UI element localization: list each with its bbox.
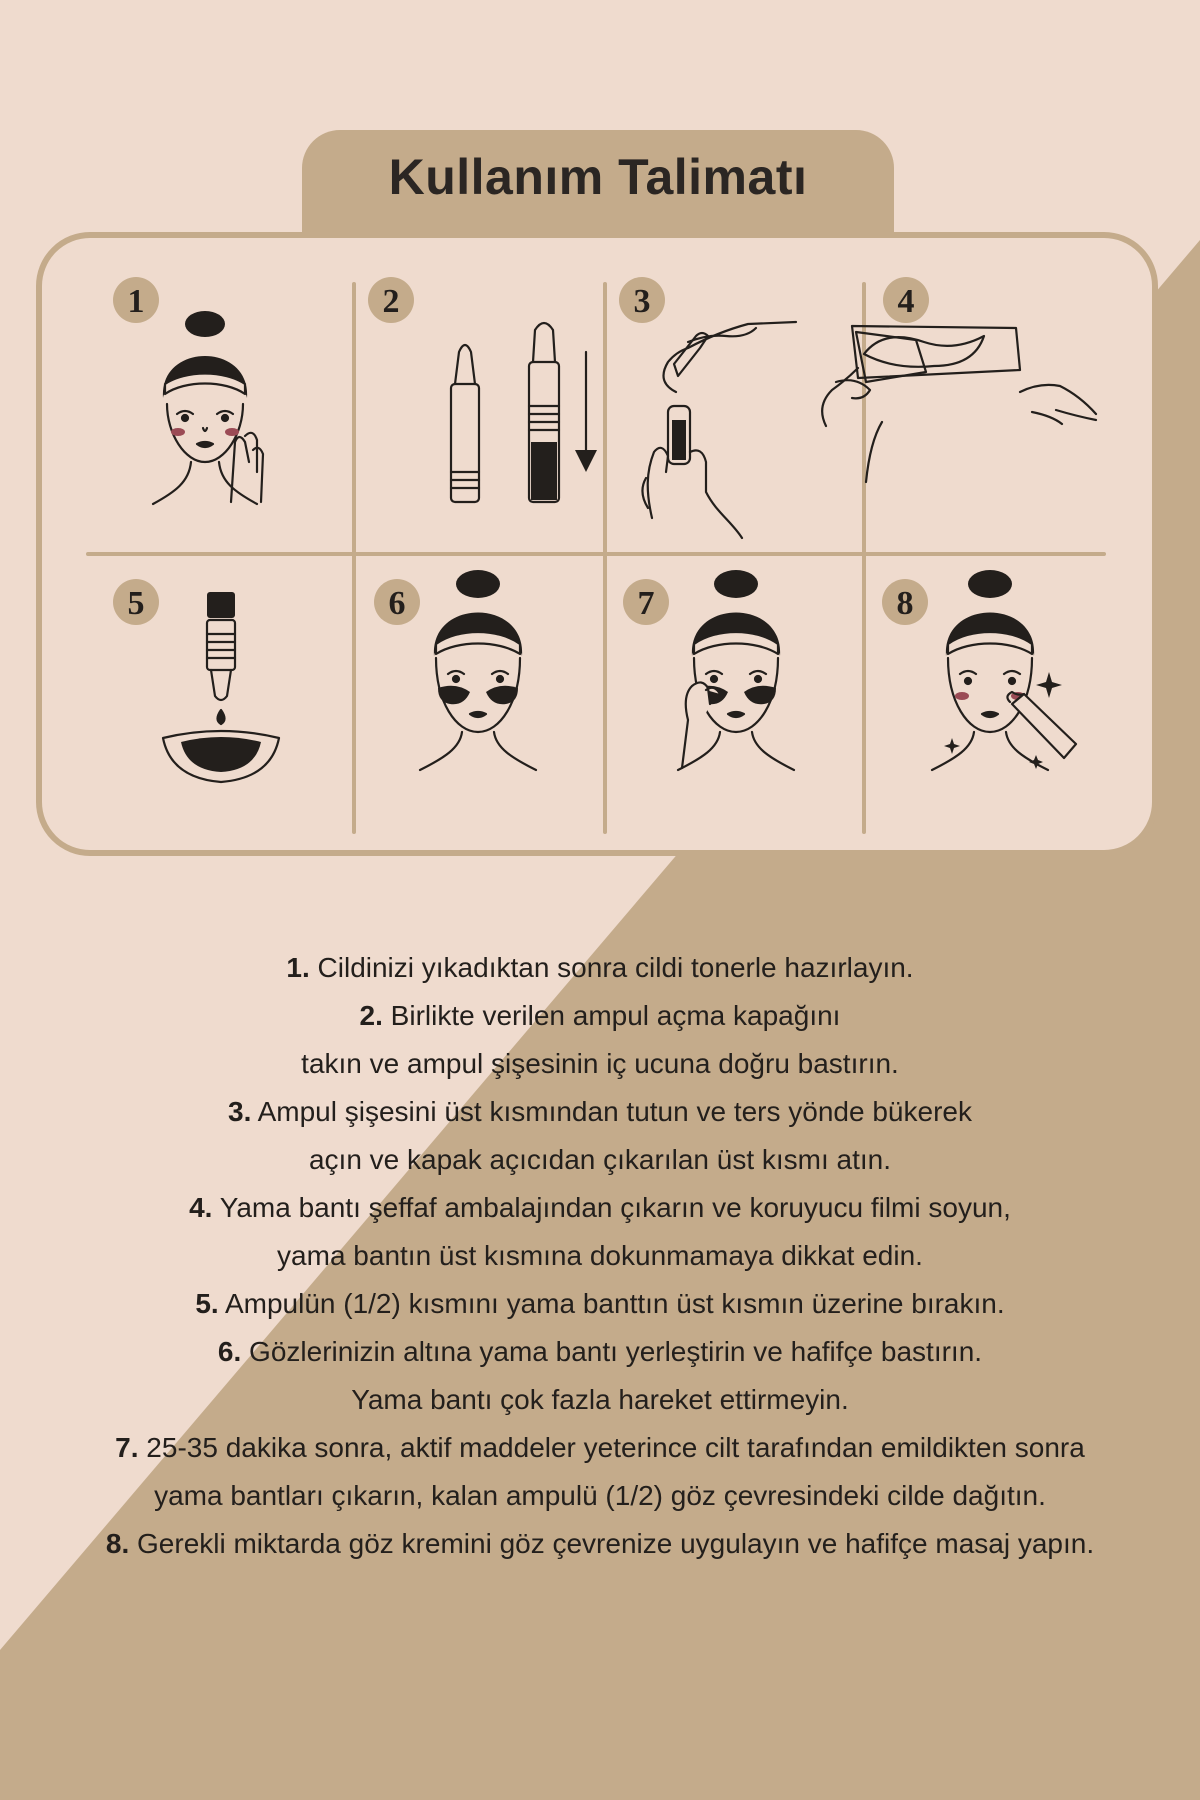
step-number: 3	[633, 283, 651, 320]
instruction-line	[0, 1520, 1200, 1568]
step-badge-3	[619, 277, 665, 323]
instruction-text: yama bantın üst kısmına dokunmamaya dikkat edin.	[277, 1240, 923, 1271]
step-number: 8	[896, 585, 914, 622]
instruction-line	[0, 944, 1200, 992]
step-number: 1	[127, 283, 145, 320]
page-title: Kullanım Talimatı	[388, 149, 808, 205]
step-number: 2	[382, 283, 400, 320]
instruction-number: 5.	[195, 1288, 219, 1319]
instruction-text: Gerekli miktarda göz kremini göz çevrenize uygulayın ve hafifçe masaj yapın.	[129, 1528, 1095, 1559]
instruction-line	[0, 1280, 1200, 1328]
instruction-text: Birlikte verilen ampul açma kapağını	[382, 1000, 841, 1031]
face-with-eye-patches-icon	[420, 570, 536, 770]
step-badge-2	[368, 277, 414, 323]
step-number: 4	[897, 283, 915, 320]
face-press-patch-icon	[678, 570, 794, 770]
instruction-number: 4.	[189, 1192, 213, 1223]
steps-grid	[36, 232, 1158, 856]
face-apply-eye-cream-icon	[932, 570, 1076, 770]
instruction-number: 3.	[228, 1096, 252, 1127]
step-badge-5	[113, 579, 159, 625]
ampoule-press-cap-icon	[451, 323, 597, 502]
instruction-line	[0, 992, 1200, 1040]
instruction-line	[0, 1472, 1200, 1520]
instruction-text: Gözlerinizin altına yama bantı yerleştirin ve hafifçe bastırın.	[241, 1336, 983, 1367]
step-badge-8	[882, 579, 928, 625]
instruction-line	[0, 1088, 1200, 1136]
face-touch-cheek-icon	[153, 311, 263, 504]
instruction-text: Yama bantı şeffaf ambalajından çıkarın ve koruyucu filmi soyun,	[212, 1192, 1011, 1223]
instruction-line	[0, 1184, 1200, 1232]
ampoule-twist-open-icon	[642, 322, 796, 538]
step-badge-1	[113, 277, 159, 323]
instruction-text: 25-35 dakika sonra, aktif maddeler yeterince cilt tarafından emildikten sonra	[138, 1432, 1085, 1463]
instruction-line	[0, 1328, 1200, 1376]
step-number: 6	[388, 585, 406, 622]
step-number: 5	[127, 585, 145, 622]
instruction-number: 1.	[286, 952, 310, 983]
step-badge-6	[374, 579, 420, 625]
instruction-line	[0, 1424, 1200, 1472]
instruction-line	[0, 1040, 1200, 1088]
step-number: 7	[637, 585, 655, 622]
instruction-number: 6.	[217, 1336, 242, 1367]
instruction-text: Ampulün (1/2) kısmını yama banttın üst kısmın üzerine bırakın.	[218, 1288, 1005, 1319]
instruction-number: 7.	[115, 1432, 139, 1463]
instruction-number: 2.	[359, 1000, 383, 1031]
instructions-list	[0, 944, 1200, 1568]
instruction-text: Ampul şişesini üst kısmından tutun ve ters yönde bükerek	[251, 1096, 972, 1127]
instruction-text: takın ve ampul şişesinin iç ucuna doğru bastırın.	[301, 1048, 899, 1079]
instruction-number: 8.	[105, 1528, 130, 1559]
instruction-line	[0, 1376, 1200, 1424]
instruction-line	[0, 1136, 1200, 1184]
instruction-line	[0, 1232, 1200, 1280]
instruction-text: yama bantları çıkarın, kalan ampulü (1/2) göz çevresindeki cilde dağıtın.	[154, 1480, 1046, 1511]
instruction-text: Cildinizi yıkadıktan sonra cildi tonerle hazırlayın.	[309, 952, 914, 983]
instruction-text: Yama bantı çok fazla hareket ettirmeyin.	[351, 1384, 849, 1415]
step-badge-7	[623, 579, 669, 625]
ampoule-drop-on-patch-icon	[163, 592, 279, 782]
step-badge-4	[883, 277, 929, 323]
instruction-text: açın ve kapak açıcıdan çıkarılan üst kısmı atın.	[308, 1144, 892, 1175]
